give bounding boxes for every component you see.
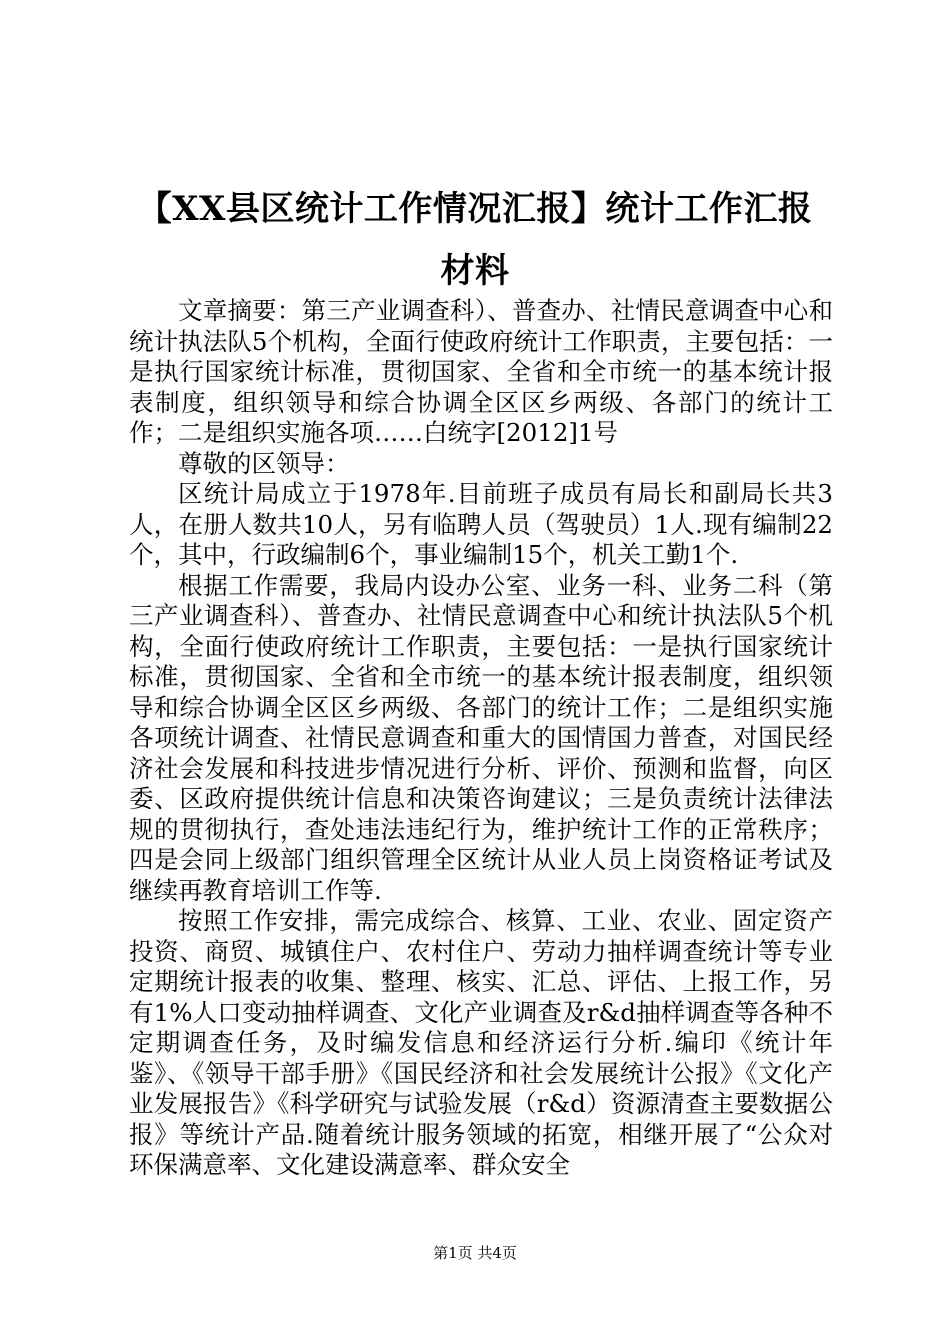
abstract-paragraph: 文章摘要：第三产业调查科）、普查办、社情民意调查中心和统计执法队5个机构，全面行使政府统计工作职责，主要包括：一是执行国家统计标准，贯彻国家、全省和全市统一的基本统计报表制度，组织领导和综合协调全区区乡两级、各部门的统计工作；二是组织实施各项……白统字[2012]1号 (129, 296, 833, 447)
page-footer: 第1页 共4页 (433, 1244, 517, 1262)
title-line-2: 材料 (440, 251, 510, 291)
body-paragraph: 根据工作需要，我局内设办公室、业务一科、业务二科（第三产业调查科）、普查办、社情民意调查中心和统计执法队5个机构，全面行使政府统计工作职责，主要包括：一是执行国家统计标准，贯彻国家、全省和全市统一的基本统计报表制度，组织领导和综合协调全区区乡两级、各部门的统计工作；二是组织实施各项统计调查、社情民意调查和重大的国情国力普查，对国民经济社会发展和科技进步情况进行分析、评价、预测和监督，向区委、区政府提供统计信息和决策咨询建议；三是负责统计法律法规的贯彻执行，查处违法违纪行为，维护统计工作的正常秩序；四是会同上级部门组织管理全区统计从业人员上岗资格证考试及继续再教育培训工作等. (129, 570, 833, 905)
salutation: 尊敬的区领导： (178, 448, 350, 478)
title-line-1: 【XX县区统计工作情况汇报】统计工作汇报 (137, 189, 813, 229)
document-title (120, 178, 830, 302)
body-paragraph: 区统计局成立于1978年.目前班子成员有局长和副局长共3人，在册人数共10人，另有临聘人员（驾驶员）1人.现有编制22个，其中，行政编制6个，事业编制15个，机关工勤1个. (129, 479, 833, 569)
document-body (129, 296, 833, 1181)
body-paragraph: 按照工作安排，需完成综合、核算、工业、农业、固定资产投资、商贸、城镇住户、农村住户、劳动力抽样调查统计等专业定期统计报表的收集、整理、核实、汇总、评估、上报工作，另有1%人口变动抽样调查、文化产业调查及r&d抽样调查等各种不定期调查任务，及时编发信息和经济运行分析.编印《统计年鉴》、《领导干部手册》《国民经济和社会发展统计公报》《文化产业发展报告》《科学研究与试验发展（r&d）资源清查主要数据公报》等统计产品.随着统计服务领域的拓宽，相继开展了“公众对环保满意率、文化建设满意率、群众安全 (129, 906, 833, 1179)
